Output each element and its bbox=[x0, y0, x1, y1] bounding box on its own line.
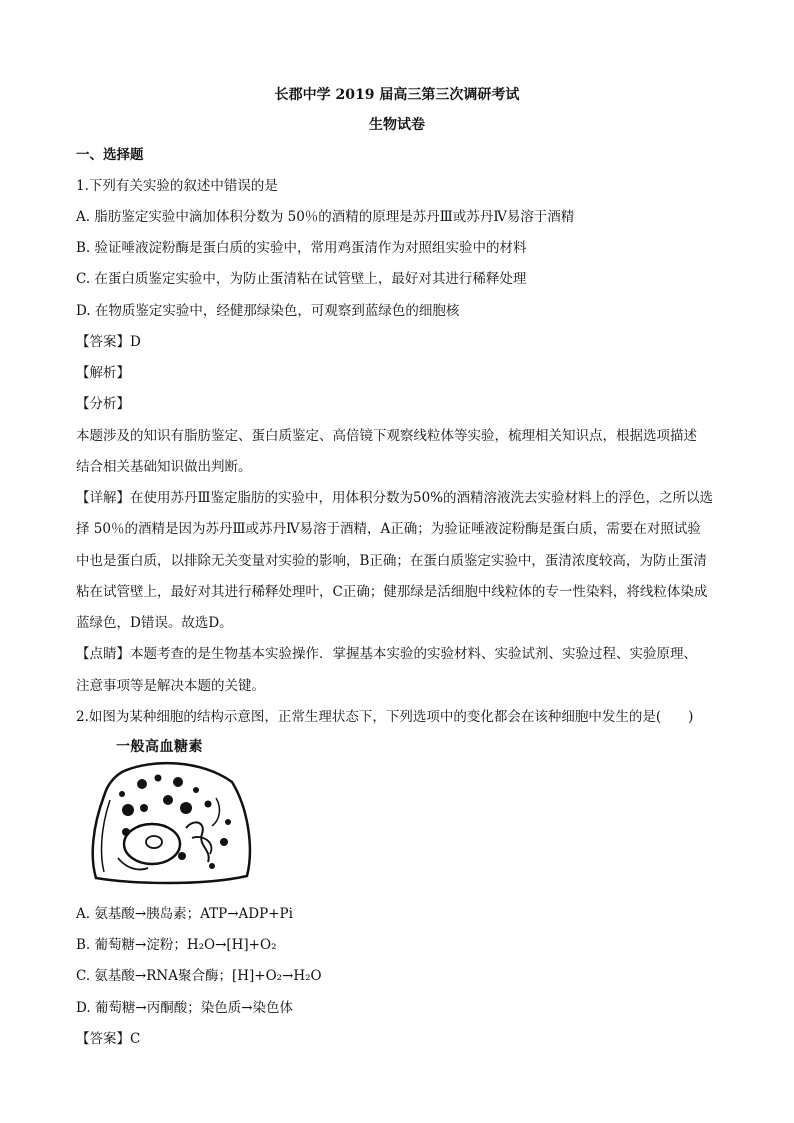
q1-detail-line: 择 50％的酒精是因为苏丹Ⅲ或苏丹Ⅳ易溶于酒精，A正确；为验证唾液淀粉酶是蛋白质，需要在对照试验 bbox=[76, 521, 701, 537]
q2-option-d: D. 葡萄糖→丙酮酸；染色质→染色体 bbox=[76, 1000, 294, 1016]
q2-option-a: A. 氨基酸→胰岛素；ATP→ADP+Pi bbox=[76, 906, 293, 922]
q1-comment-line: 【点睛】本题考查的是生物基本实验操作．掌握基本实验的实验材料、实验试剂、实验过程、实验原理、 bbox=[76, 646, 697, 662]
q1-detail-line: 【详解】在使用苏丹Ⅲ鉴定脂肪的实验中，用体积分数为50%的酒精溶液洗去实验材料上的浮色，之所以选 bbox=[76, 490, 714, 506]
q1-fenxi-label: 【分析】 bbox=[76, 396, 130, 412]
q1-fenxi-line: 结合相关基础知识做出判断。 bbox=[76, 459, 252, 475]
q2-answer: 【答案】C bbox=[76, 1031, 141, 1047]
q1-stem: 1.下列有关实验的叙述中错误的是 bbox=[76, 178, 278, 194]
q2-stem: 2.如图为某种细胞的结构示意图，正常生理状态下，下列选项中的变化都会在该种细胞中发生的是( ) bbox=[76, 709, 694, 725]
q2-option-c: C. 氨基酸→RNA聚合酶；[H]+O₂→H₂O bbox=[76, 968, 322, 984]
q1-detail-line: 蓝绿色，D错误。故选D。 bbox=[76, 615, 233, 631]
q1-detail-line: 粘在试管壁上，最好对其进行稀释处理叶，C正确；健那绿是活细胞中线粒体的专一性染料，将线粒体染成 bbox=[76, 584, 708, 600]
document-subtitle: 生物试卷 bbox=[369, 117, 425, 133]
figure-caption: 一般高血糖素 bbox=[116, 739, 203, 755]
q1-option-c: C. 在蛋白质鉴定实验中，为防止蛋清粘在试管壁上，最好对其进行稀释处理 bbox=[76, 271, 527, 287]
q1-option-d: D. 在物质鉴定实验中，经健那绿染色，可观察到蓝绿色的细胞核 bbox=[76, 303, 460, 319]
q1-fenxi-line: 本题涉及的知识有脂肪鉴定、蛋白质鉴定、高倍镜下观察线粒体等实验，梳理相关知识点，根据选项描述 bbox=[76, 428, 697, 444]
section-heading: 一、选择题 bbox=[76, 147, 144, 163]
q1-comment-line: 注意事项等是解决本题的关键。 bbox=[76, 678, 265, 694]
q1-analysis-label: 【解析】 bbox=[76, 365, 130, 381]
cell-diagram bbox=[82, 738, 262, 890]
q1-detail-line: 中也是蛋白质，以排除无关变量对实验的影响，B正确；在蛋白质鉴定实验中，蛋清浓度较高，为防止蛋清 bbox=[76, 553, 707, 569]
document-title: 长郡中学 2019 届高三第三次调研考试 bbox=[274, 87, 520, 103]
q2-option-b: B. 葡萄糖→淀粉；H₂O→[H]+O₂ bbox=[76, 937, 277, 953]
q1-option-a: A. 脂肪鉴定实验中滴加体积分数为 50％的酒精的原理是苏丹Ⅲ或苏丹Ⅳ易溶于酒精 bbox=[76, 209, 575, 225]
q1-answer: 【答案】D bbox=[76, 334, 141, 350]
q1-option-b: B. 验证唾液淀粉酶是蛋白质的实验中，常用鸡蛋清作为对照组实验中的材料 bbox=[76, 240, 527, 256]
